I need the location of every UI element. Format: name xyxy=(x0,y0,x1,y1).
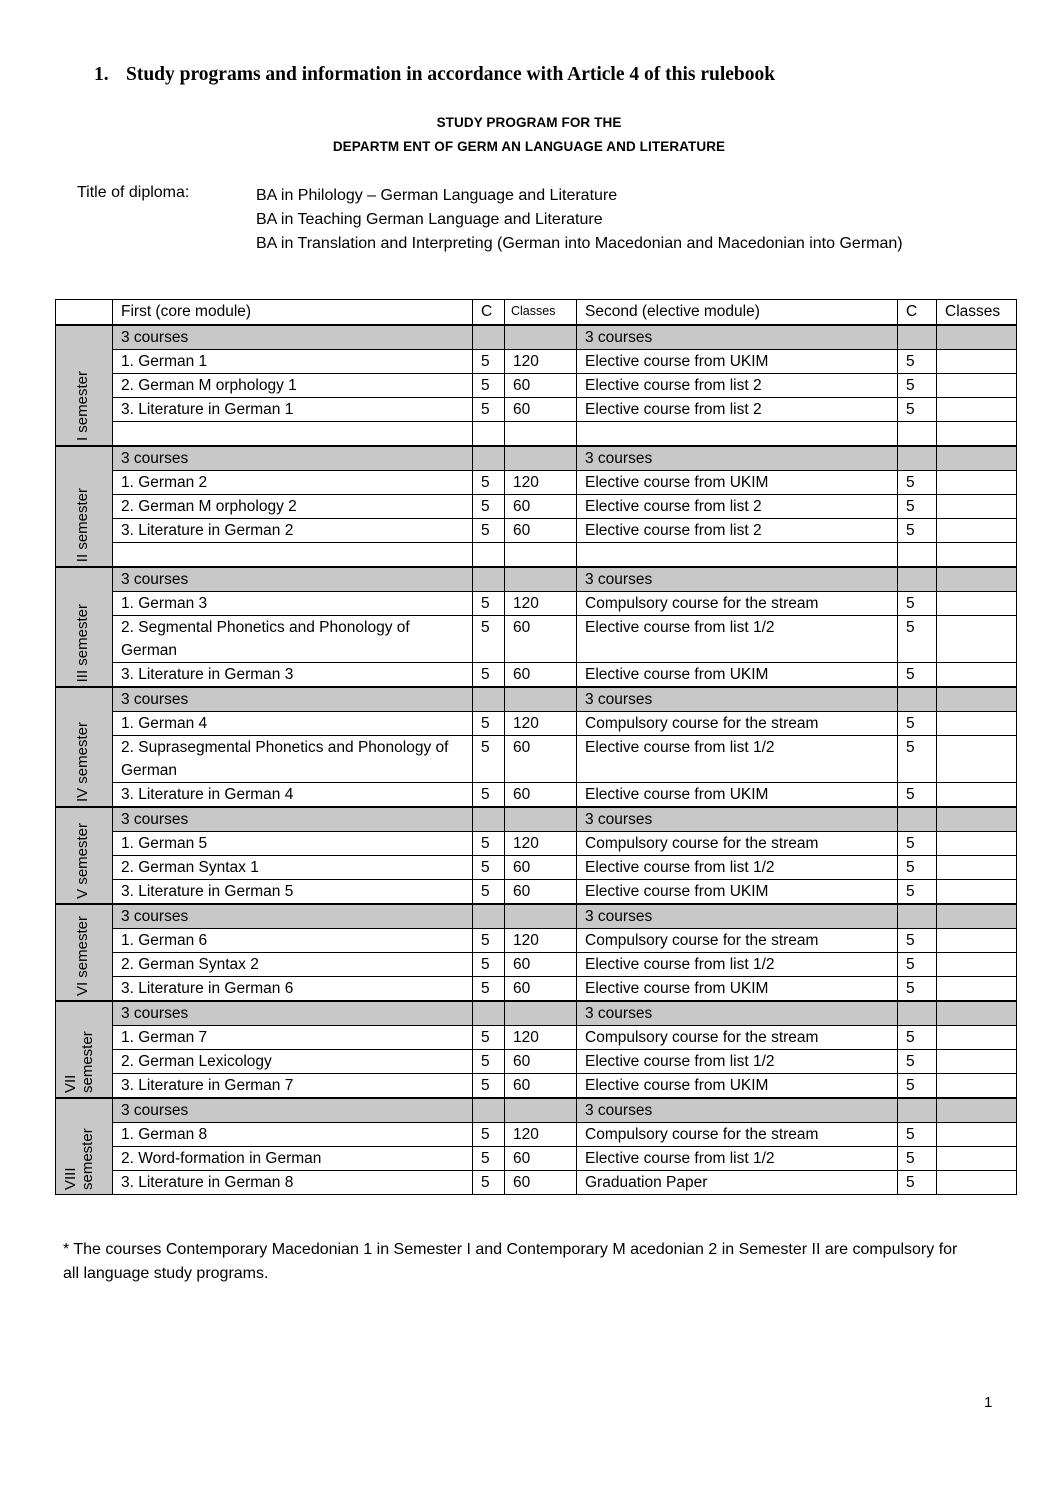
classes-second-cell xyxy=(937,350,1017,374)
classes-first-cell: 60 xyxy=(505,856,577,880)
c-second-cell: 5 xyxy=(898,712,937,736)
c-first-cell: 5 xyxy=(473,519,505,543)
header-first-module: First (core module) xyxy=(113,300,473,326)
first-module-cell: 1. German 6 xyxy=(113,929,473,953)
first-module-cell xyxy=(113,422,473,447)
group-first-count: 3 courses xyxy=(113,446,473,471)
second-module-cell: Elective course from UKIM xyxy=(577,1074,898,1099)
c-first-cell: 5 xyxy=(473,663,505,688)
first-module-cell: 2. German Syntax 2 xyxy=(113,953,473,977)
group-first-count: 3 courses xyxy=(113,807,473,832)
course-row xyxy=(56,1074,1017,1099)
second-module-cell: Compulsory course for the stream xyxy=(577,1026,898,1050)
c-second-cell xyxy=(898,422,937,447)
semester-label: VII semester xyxy=(62,1031,96,1093)
classes-second-cell xyxy=(937,374,1017,398)
second-module-cell: Elective course from list 2 xyxy=(577,374,898,398)
semester-label-cell xyxy=(56,446,113,567)
c-second-cell: 5 xyxy=(898,519,937,543)
classes-first-cell xyxy=(505,422,577,447)
second-module-cell: Elective course from UKIM xyxy=(577,880,898,905)
header-second-module: Second (elective module) xyxy=(577,300,898,326)
c-first-cell: 5 xyxy=(473,1147,505,1171)
semester-label: IV semester xyxy=(74,721,91,802)
table-header-row xyxy=(56,300,1017,326)
course-row xyxy=(56,736,1017,783)
group-second-count: 3 courses xyxy=(577,904,898,929)
second-module-cell: Compulsory course for the stream xyxy=(577,592,898,616)
course-row xyxy=(56,953,1017,977)
classes-second-cell xyxy=(937,1026,1017,1050)
first-module-cell: 3. Literature in German 4 xyxy=(113,783,473,808)
semester-label: II semester xyxy=(74,487,91,562)
second-module-cell: Compulsory course for the stream xyxy=(577,1123,898,1147)
group-c-first xyxy=(473,1098,505,1123)
diploma-title: BA in Philology – German Language and Literature xyxy=(256,187,618,204)
c-second-cell: 5 xyxy=(898,1123,937,1147)
classes-second-cell xyxy=(937,1171,1017,1195)
course-row xyxy=(56,350,1017,374)
first-module-cell: 1. German 3 xyxy=(113,592,473,616)
course-row xyxy=(56,519,1017,543)
group-c-second xyxy=(898,807,937,832)
classes-second-cell xyxy=(937,616,1017,663)
group-classes-first xyxy=(505,687,577,712)
program-title-line-1: STUDY PROGRAM FOR THE xyxy=(436,115,622,130)
c-first-cell: 5 xyxy=(473,1050,505,1074)
c-first-cell: 5 xyxy=(473,350,505,374)
group-c-second xyxy=(898,446,937,471)
group-classes-second xyxy=(937,1001,1017,1026)
group-second-count: 3 courses xyxy=(577,807,898,832)
group-c-second xyxy=(898,1098,937,1123)
diploma-label: Title of diploma: xyxy=(77,184,190,201)
c-first-cell: 5 xyxy=(473,929,505,953)
first-module-cell: 2. German M orphology 2 xyxy=(113,495,473,519)
group-c-second xyxy=(898,904,937,929)
group-classes-first xyxy=(505,567,577,592)
semester-group-row xyxy=(56,1098,1017,1123)
c-first-cell: 5 xyxy=(473,977,505,1002)
course-row xyxy=(56,663,1017,688)
group-second-count: 3 courses xyxy=(577,567,898,592)
second-module-cell: Compulsory course for the stream xyxy=(577,832,898,856)
classes-first-cell: 120 xyxy=(505,592,577,616)
semester-label: I semester xyxy=(74,370,91,441)
classes-second-cell xyxy=(937,856,1017,880)
first-module-cell: 1. German 7 xyxy=(113,1026,473,1050)
classes-first-cell: 120 xyxy=(505,1026,577,1050)
group-c-second xyxy=(898,567,937,592)
classes-first-cell: 60 xyxy=(505,880,577,905)
c-second-cell: 5 xyxy=(898,1026,937,1050)
group-c-first xyxy=(473,807,505,832)
group-c-first xyxy=(473,687,505,712)
group-c-first xyxy=(473,446,505,471)
semester-label-cell xyxy=(56,1098,113,1195)
second-module-cell: Elective course from list 1/2 xyxy=(577,1050,898,1074)
classes-second-cell xyxy=(937,832,1017,856)
semester-group-row xyxy=(56,446,1017,471)
c-second-cell: 5 xyxy=(898,1074,937,1099)
first-module-cell: 3. Literature in German 2 xyxy=(113,519,473,543)
group-c-first xyxy=(473,1001,505,1026)
group-classes-first xyxy=(505,325,577,350)
first-module-cell: 1. German 5 xyxy=(113,832,473,856)
group-classes-second xyxy=(937,687,1017,712)
c-first-cell: 5 xyxy=(473,880,505,905)
course-row xyxy=(56,398,1017,422)
second-module-cell: Elective course from list 1/2 xyxy=(577,856,898,880)
course-row xyxy=(56,422,1017,447)
group-classes-second xyxy=(937,325,1017,350)
semester-label: III semester xyxy=(74,603,91,682)
classes-first-cell: 120 xyxy=(505,1123,577,1147)
c-second-cell: 5 xyxy=(898,832,937,856)
course-row xyxy=(56,832,1017,856)
group-second-count: 3 courses xyxy=(577,1098,898,1123)
header-blank-cell xyxy=(56,300,113,326)
semester-group-row xyxy=(56,325,1017,350)
classes-second-cell xyxy=(937,953,1017,977)
first-module-cell: 2. German M orphology 1 xyxy=(113,374,473,398)
course-row xyxy=(56,1123,1017,1147)
c-second-cell xyxy=(898,543,937,568)
c-second-cell: 5 xyxy=(898,977,937,1002)
semester-label: VI semester xyxy=(74,915,91,996)
header-classes-first: Classes xyxy=(505,300,577,326)
section-heading-text: Study programs and information in accordance with Article 4 of this rulebook xyxy=(126,64,776,85)
classes-first-cell: 120 xyxy=(505,350,577,374)
c-first-cell: 5 xyxy=(473,736,505,783)
first-module-cell: 3. Literature in German 8 xyxy=(113,1171,473,1195)
second-module-cell: Compulsory course for the stream xyxy=(577,929,898,953)
second-module-cell: Elective course from list 2 xyxy=(577,519,898,543)
classes-second-cell xyxy=(937,495,1017,519)
semester-group-row xyxy=(56,904,1017,929)
classes-first-cell: 60 xyxy=(505,663,577,688)
classes-second-cell xyxy=(937,712,1017,736)
header-classes-second: Classes xyxy=(937,300,1017,326)
c-second-cell: 5 xyxy=(898,929,937,953)
c-first-cell: 5 xyxy=(473,1123,505,1147)
second-module-cell: Elective course from UKIM xyxy=(577,663,898,688)
footnote: * The courses Contemporary Macedonian 1 in Semester I and Contemporary M acedonian 2 in Semester II are compulsory for all language study programs. xyxy=(63,1241,958,1282)
group-first-count: 3 courses xyxy=(113,1098,473,1123)
course-row xyxy=(56,856,1017,880)
c-second-cell: 5 xyxy=(898,856,937,880)
second-module-cell: Graduation Paper xyxy=(577,1171,898,1195)
c-first-cell: 5 xyxy=(473,1171,505,1195)
c-first-cell: 5 xyxy=(473,953,505,977)
course-row xyxy=(56,1050,1017,1074)
first-module-cell: 2. German Lexicology xyxy=(113,1050,473,1074)
second-module-cell: Elective course from list 1/2 xyxy=(577,616,898,663)
semester-label-cell xyxy=(56,1001,113,1098)
course-row xyxy=(56,712,1017,736)
second-module-cell: Elective course from list 1/2 xyxy=(577,736,898,783)
diploma-titles xyxy=(256,184,903,256)
first-module-cell: 1. German 2 xyxy=(113,471,473,495)
classes-first-cell: 120 xyxy=(505,832,577,856)
group-c-first xyxy=(473,325,505,350)
course-row xyxy=(56,880,1017,905)
semester-label: V semester xyxy=(74,823,91,899)
semester-label-cell xyxy=(56,567,113,687)
group-c-second xyxy=(898,1001,937,1026)
second-module-cell: Elective course from UKIM xyxy=(577,783,898,808)
study-program-table xyxy=(55,299,1017,1195)
c-second-cell: 5 xyxy=(898,374,937,398)
group-second-count: 3 courses xyxy=(577,687,898,712)
first-module-cell: 1. German 8 xyxy=(113,1123,473,1147)
group-first-count: 3 courses xyxy=(113,904,473,929)
c-first-cell: 5 xyxy=(473,856,505,880)
semester-group-row xyxy=(56,567,1017,592)
first-module-cell: 1. German 1 xyxy=(113,350,473,374)
classes-first-cell: 60 xyxy=(505,783,577,808)
diploma-title: BA in Teaching German Language and Literature xyxy=(256,211,603,228)
classes-first-cell: 60 xyxy=(505,398,577,422)
classes-first-cell: 60 xyxy=(505,1171,577,1195)
classes-first-cell: 60 xyxy=(505,736,577,783)
group-classes-second xyxy=(937,904,1017,929)
course-row xyxy=(56,616,1017,663)
c-first-cell: 5 xyxy=(473,374,505,398)
c-second-cell: 5 xyxy=(898,398,937,422)
group-classes-second xyxy=(937,1098,1017,1123)
header-c-second: C xyxy=(898,300,937,326)
classes-first-cell: 120 xyxy=(505,471,577,495)
second-module-cell: Elective course from list 2 xyxy=(577,495,898,519)
classes-second-cell xyxy=(937,929,1017,953)
course-row xyxy=(56,1026,1017,1050)
c-first-cell xyxy=(473,422,505,447)
group-classes-first xyxy=(505,446,577,471)
first-module-cell: 1. German 4 xyxy=(113,712,473,736)
header-c-first: C xyxy=(473,300,505,326)
c-second-cell: 5 xyxy=(898,350,937,374)
first-module-cell: 3. Literature in German 7 xyxy=(113,1074,473,1099)
classes-first-cell: 60 xyxy=(505,616,577,663)
first-module-cell: 3. Literature in German 1 xyxy=(113,398,473,422)
first-module-cell: 3. Literature in German 3 xyxy=(113,663,473,688)
course-row xyxy=(56,1147,1017,1171)
group-classes-second xyxy=(937,807,1017,832)
group-classes-first xyxy=(505,1001,577,1026)
semester-label-cell xyxy=(56,687,113,807)
classes-second-cell xyxy=(937,977,1017,1002)
c-second-cell: 5 xyxy=(898,1171,937,1195)
classes-first-cell: 60 xyxy=(505,519,577,543)
course-row xyxy=(56,543,1017,568)
course-row xyxy=(56,495,1017,519)
page-number: 1 xyxy=(984,1394,993,1411)
c-second-cell: 5 xyxy=(898,1050,937,1074)
classes-first-cell: 120 xyxy=(505,929,577,953)
semester-group-row xyxy=(56,1001,1017,1026)
c-second-cell: 5 xyxy=(898,1147,937,1171)
first-module-cell: 3. Literature in German 5 xyxy=(113,880,473,905)
course-row xyxy=(56,977,1017,1002)
group-first-count: 3 courses xyxy=(113,325,473,350)
classes-first-cell: 60 xyxy=(505,953,577,977)
section-number: 1. xyxy=(94,64,109,85)
group-classes-first xyxy=(505,1098,577,1123)
second-module-cell: Elective course from UKIM xyxy=(577,350,898,374)
semester-group-row xyxy=(56,687,1017,712)
second-module-cell: Elective course from list 1/2 xyxy=(577,953,898,977)
c-first-cell: 5 xyxy=(473,832,505,856)
classes-first-cell: 60 xyxy=(505,1147,577,1171)
c-first-cell: 5 xyxy=(473,712,505,736)
group-classes-first xyxy=(505,904,577,929)
second-module-cell: Elective course from UKIM xyxy=(577,471,898,495)
first-module-cell: 2. Word-formation in German xyxy=(113,1147,473,1171)
c-second-cell: 5 xyxy=(898,592,937,616)
c-first-cell: 5 xyxy=(473,471,505,495)
c-second-cell: 5 xyxy=(898,663,937,688)
classes-second-cell xyxy=(937,398,1017,422)
c-first-cell: 5 xyxy=(473,1026,505,1050)
group-first-count: 3 courses xyxy=(113,1001,473,1026)
first-module-cell: 2. Suprasegmental Phonetics and Phonology of German xyxy=(113,736,473,783)
classes-second-cell xyxy=(937,1074,1017,1099)
c-second-cell: 5 xyxy=(898,616,937,663)
group-classes-second xyxy=(937,446,1017,471)
classes-second-cell xyxy=(937,471,1017,495)
c-first-cell xyxy=(473,543,505,568)
group-c-second xyxy=(898,325,937,350)
second-module-cell: Elective course from list 1/2 xyxy=(577,1147,898,1171)
second-module-cell xyxy=(577,422,898,447)
group-classes-second xyxy=(937,567,1017,592)
course-row xyxy=(56,929,1017,953)
classes-first-cell: 60 xyxy=(505,1050,577,1074)
c-first-cell: 5 xyxy=(473,495,505,519)
classes-first-cell: 60 xyxy=(505,977,577,1002)
classes-first-cell: 60 xyxy=(505,1074,577,1099)
c-second-cell: 5 xyxy=(898,495,937,519)
classes-first-cell: 60 xyxy=(505,374,577,398)
classes-second-cell xyxy=(937,783,1017,808)
c-first-cell: 5 xyxy=(473,616,505,663)
semester-label-cell xyxy=(56,904,113,1001)
program-title-line-2: DEPARTM ENT OF GERM AN LANGUAGE AND LITERATURE xyxy=(332,139,726,154)
c-second-cell: 5 xyxy=(898,880,937,905)
section-heading xyxy=(94,64,775,86)
semester-group-row xyxy=(56,807,1017,832)
first-module-cell xyxy=(113,543,473,568)
course-row xyxy=(56,471,1017,495)
classes-second-cell xyxy=(937,422,1017,447)
group-second-count: 3 courses xyxy=(577,1001,898,1026)
semester-label-cell xyxy=(56,325,113,446)
c-second-cell: 5 xyxy=(898,783,937,808)
group-classes-first xyxy=(505,807,577,832)
group-c-first xyxy=(473,567,505,592)
second-module-cell: Elective course from UKIM xyxy=(577,977,898,1002)
second-module-cell: Compulsory course for the stream xyxy=(577,712,898,736)
first-module-cell: 2. German Syntax 1 xyxy=(113,856,473,880)
c-first-cell: 5 xyxy=(473,398,505,422)
classes-second-cell xyxy=(937,880,1017,905)
classes-second-cell xyxy=(937,519,1017,543)
c-second-cell: 5 xyxy=(898,471,937,495)
course-row xyxy=(56,1171,1017,1195)
c-second-cell: 5 xyxy=(898,953,937,977)
classes-second-cell xyxy=(937,592,1017,616)
second-module-cell xyxy=(577,543,898,568)
classes-second-cell xyxy=(937,1050,1017,1074)
classes-second-cell xyxy=(937,1123,1017,1147)
group-second-count: 3 courses xyxy=(577,446,898,471)
c-second-cell: 5 xyxy=(898,736,937,783)
diploma-title: BA in Translation and Interpreting (German into Macedonian and Macedonian into German) xyxy=(256,235,903,252)
classes-first-cell xyxy=(505,543,577,568)
group-first-count: 3 courses xyxy=(113,687,473,712)
group-first-count: 3 courses xyxy=(113,567,473,592)
classes-second-cell xyxy=(937,736,1017,783)
first-module-cell: 2. Segmental Phonetics and Phonology of German xyxy=(113,616,473,663)
group-second-count: 3 courses xyxy=(577,325,898,350)
course-row xyxy=(56,374,1017,398)
first-module-cell: 3. Literature in German 6 xyxy=(113,977,473,1002)
course-row xyxy=(56,783,1017,808)
classes-second-cell xyxy=(937,543,1017,568)
course-row xyxy=(56,592,1017,616)
classes-second-cell xyxy=(937,1147,1017,1171)
semester-label: VIII semester xyxy=(62,1128,96,1190)
c-first-cell: 5 xyxy=(473,783,505,808)
classes-first-cell: 120 xyxy=(505,712,577,736)
second-module-cell: Elective course from list 2 xyxy=(577,398,898,422)
group-c-second xyxy=(898,687,937,712)
c-first-cell: 5 xyxy=(473,1074,505,1099)
classes-first-cell: 60 xyxy=(505,495,577,519)
semester-label-cell xyxy=(56,807,113,904)
c-first-cell: 5 xyxy=(473,592,505,616)
group-c-first xyxy=(473,904,505,929)
classes-second-cell xyxy=(937,663,1017,688)
